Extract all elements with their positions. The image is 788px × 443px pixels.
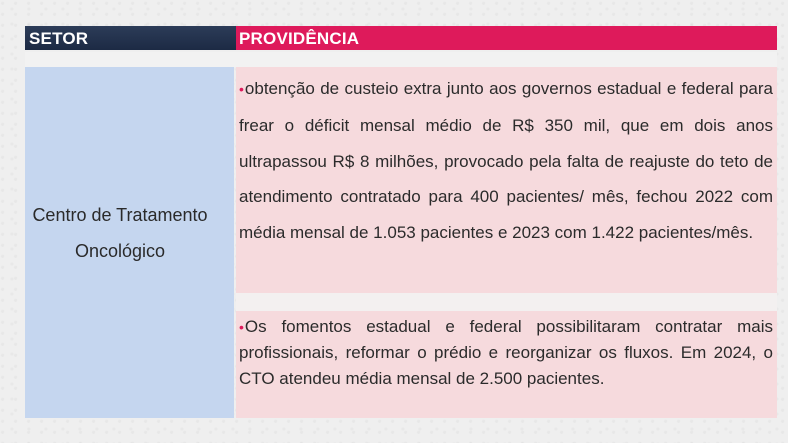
column-header-providencia: PROVIDÊNCIA: [236, 26, 777, 50]
column-header-setor: SETOR: [25, 26, 236, 50]
providencia-cell-2: [236, 311, 777, 418]
setor-cell: [25, 67, 234, 418]
bullet-icon: •: [239, 81, 244, 97]
providencia-item-1: [239, 71, 773, 251]
providencia-cell-1: [236, 67, 777, 293]
bullet-icon: •: [239, 319, 244, 335]
providencia-text-2: Os fomentos estadual e federal possibilitaram contratar mais profissionais, reformar o prédio e reorganizar os fluxos. Em 2024, o CTO atendeu média mensal de 2.500 pacientes.: [239, 317, 773, 388]
providencia-item-2: [239, 314, 773, 392]
header-spacer: [25, 52, 777, 67]
setor-name: Centro de Tratamento Oncológico: [32, 205, 208, 261]
providencia-text-1: obtenção de custeio extra junto aos governos estadual e federal para frear o déficit mensal médio de R$ 350 mil, que em dois anos ultrapassou R$ 8 milhões, provocado pela falta de reajuste do teto de atendimento contratado para 400 pacientes/ mês, fechou 2022 com média mensal de 1.053 pacientes e 2023 com 1.422 pacientes/mês.: [239, 79, 773, 243]
row-separator: [236, 293, 777, 311]
